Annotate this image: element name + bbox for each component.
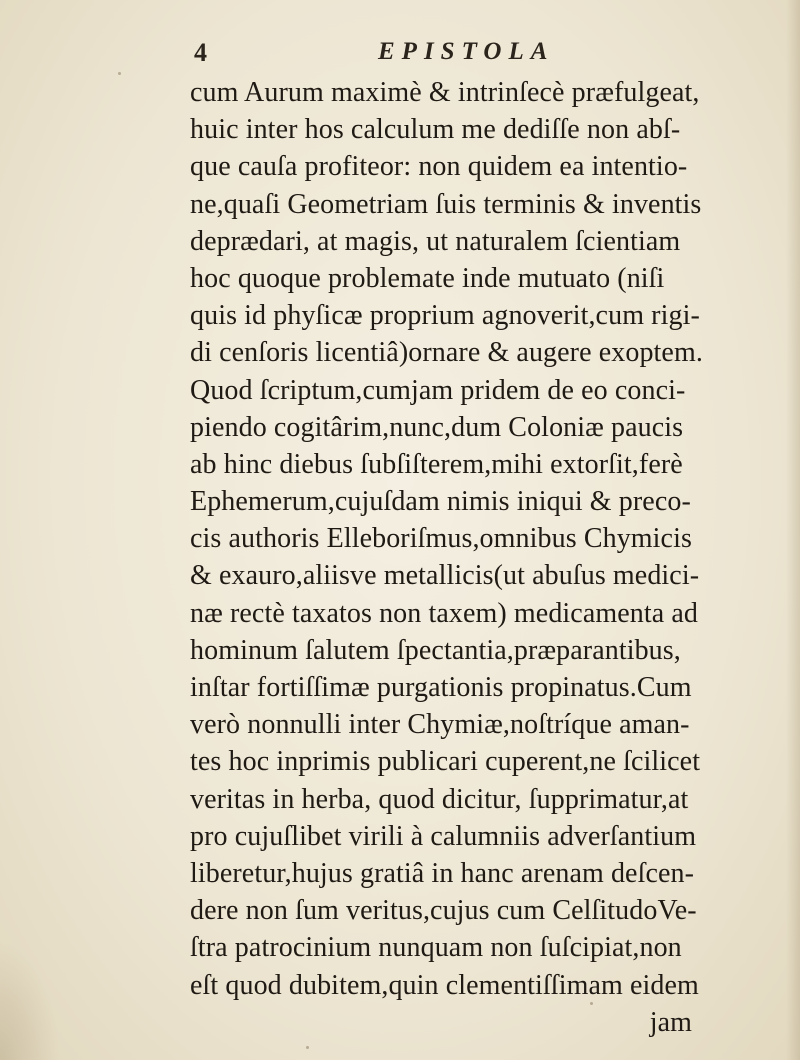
text-line: veritas in herba, quod dicitur, ſupprimatur,at (190, 783, 689, 815)
text-line: piendo cogitârim,nunc,dum Coloniæ paucis (190, 411, 684, 443)
text-line: liberetur,hujus gratiâ in hanc arenam deſcen- (190, 857, 695, 889)
text-line: hominum ſalutem ſpectantia,præparantibus, (190, 634, 681, 666)
page-header (0, 36, 800, 76)
text-line: cis authoris Elleboriſmus,omnibus Chymicis (190, 523, 692, 555)
text-line: ſtra patrocinium nunquam non ſuſcipiat,non (190, 932, 682, 964)
text-line: ab hinc diebus ſubſiſterem,mihi extorſit,ferè (190, 448, 683, 480)
running-head: EPISTOLA (378, 38, 555, 65)
text-line: deprædari, at magis, ut naturalem ſcientiam (190, 225, 681, 257)
text-line: que cauſa profiteor: non quidem ea intentio- (190, 151, 688, 183)
text-line: pro cujuſlibet virili à calumniis adverſantium (190, 820, 697, 852)
text-line: dere non ſum veritus,cujus cum CelſitudoVe- (190, 895, 697, 927)
text-line: Quod ſcriptum,cumjam pridem de eo conci- (190, 374, 686, 406)
paper-speck (118, 72, 121, 75)
page-number: 4 (194, 38, 207, 67)
body-text (190, 74, 750, 1041)
text-line: di cenſoris licentiâ)ornare & augere exoptem. (190, 337, 703, 369)
catchword: jam (649, 1006, 692, 1038)
text-line: hoc quoque problemate inde mutuato (niſi (190, 262, 665, 294)
text-line: næ rectè taxatos non taxem) medicamenta ad (190, 597, 698, 629)
text-line: ne,quaſi Geometriam ſuis terminis & inventis (190, 188, 702, 220)
text-line: cum Aurum maximè & intrinſecè præfulgeat, (190, 77, 700, 108)
text-line: & exauro,aliisve metallicis(ut abuſus medici- (190, 560, 700, 592)
paper-speck (590, 1002, 593, 1005)
text-line: tes hoc inprimis publicari cuperent,ne ſcilicet (190, 746, 701, 778)
paper-speck (306, 1046, 309, 1049)
text-line: inſtar fortiſſimæ purgationis propinatus.Cum (190, 672, 692, 703)
text-line: Ephemerum,cujuſdam nimis iniqui & preco- (190, 486, 691, 518)
page-edge-shadow (786, 0, 800, 1060)
text-line: verò nonnulli inter Chymiæ,noſtríque aman- (190, 709, 690, 741)
text-line: quis id phyſicæ proprium agnoverit,cum rigi- (190, 300, 700, 332)
text-line: huic inter hos calculum me dediſſe non abſ- (190, 114, 681, 146)
page-corner-stain (0, 940, 60, 1060)
text-line: eſt quod dubitem,quin clementiſſimam eidem (190, 969, 699, 1001)
